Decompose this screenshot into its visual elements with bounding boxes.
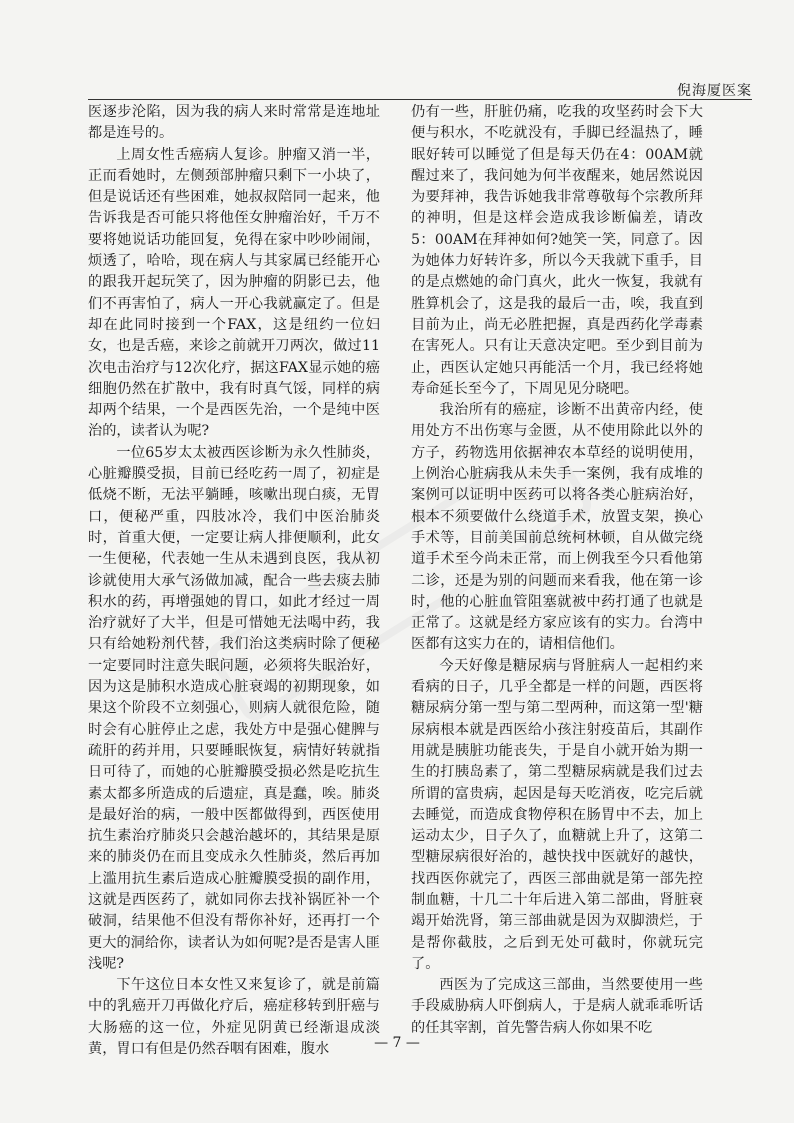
paragraph: 今天好像是糖尿病与肾脏病人一起相约来看病的日子，几乎全都是一样的问题，西医将糖尿病分第一型与第二型两种，而这第一型'糖尿病根本就是西医给小孩注射疫苗后，其副作用就是胰脏功能丧失，于是自小就开始为期一生的打胰岛素了，第二型糖尿病就是我们过去所谓的富贵病，起因是每天吃消夜，吃完后就去睡觉，而造成食物停积在肠胃中不去，加上运动太少，日子久了，血糖就上升了，这第二型糖尿病很好治的，越快找中医就好的越快，找西医你就完了，西医三部曲就是第一部先控制血糖，十几二十年后进入第二部曲，肾脏衰竭开始洗肾，第三部曲就是因为双脚溃烂，于是帮你截肢，之后到无处可截时，你就玩完了。 bbox=[411, 657, 703, 972]
paragraph: 上周女性舌癌病人复诊。肿瘤又消一半，正而看她时，左侧颈部肿瘤只剩下一小块了，但是说话还有些困难，她叔叔陪同一起来，他告诉我是否可能只将他侄女肿瘤治好，千万不要将她说话功能回复，免得在家中吵吵闹闹，烦透了，哈哈，现在病人与其家属已经能开心的跟我开起玩笑了，因为肿瘤的阴影已去，他们不再害怕了，病人一开心我就赢定了。但是却在此同时接到一个FAX，这是纽约一位妇女，也是舌癌，来诊之前就开刀两次，做过11次电击治疗与12次化疗，据这FAX显示她的癌细胞仍然在扩散中，我有时真气馁，同样的病却两个结果，一个是西医先治，一个是纯中医治的，读者认为呢? bbox=[88, 146, 380, 440]
paragraph: 我治所有的癌症，诊断不出黄帝内经，使用处方不出伤寒与金匮，从不使用除此以外的方子，药物选用依据神农本草经的说明使用，上例治心脏病我从未失手一案例，我有成堆的案例可以证明中医药可以将各类心脏病治好，根本不须要做什么绕道手术，放置支架，换心手术等，目前美国前总统柯林顿，自从做完绕道手术至今尚未正常，而上例我至今只看他第二诊，还是为别的问题而来看我，他在第一诊时，他的心脏血管阻塞就被中药打通了也就是正常了。这就是经方家应该有的实力。台湾中医都有这实力在的，请相信他们。 bbox=[411, 402, 703, 653]
left-column bbox=[88, 102, 380, 1058]
paragraph: 医逐步沦陷，因为我的病人来时常常是连地址都是连号的。 bbox=[88, 104, 380, 142]
running-header: 倪海厦医案 bbox=[677, 83, 752, 99]
right-column bbox=[411, 102, 703, 1038]
paragraph: 西医为了完成这三部曲，当然要使用一些手段威胁病人吓倒病人，于是病人就乖乖听话的任其宰割，首先警告病人你如果不吃 bbox=[411, 977, 703, 1036]
paragraph: 一位65岁太太被西医诊断为永久性肺炎，心脏瓣膜受损，目前已经吃药一周了，初症是低烧不断，无法平躺睡，咳嗽出现白痰，无胃口，便秘严重，四肢冰冷，我们中医治肺炎时，首重大便，一定要让病人排便顺利，此女一生便秘，代表她一生从未遇到良医，我从初诊就使用大承气汤做加减，配合一些去痰去肺积水的药，再增强她的胃口，如此才经过一周治疗就好了大半，但是可惜她无法喝中药，我只有给她粉剂代替，我们治这类病时除了便秘一定要同时注意失眠问题，必须将失眠治好，因为这是肺积水造成心脏衰竭的初期现象，如果这个阶段不立刻强心，则病人就很危险，随时会有心脏停止之虑，我处方中是强心健脾与疏肝的药并用，只要睡眠恢复，病情好转就指日可待了，而她的心脏瓣膜受损必然是吃抗生素太都多所造成的后遗症，真是蠢，唉。肺炎是最好治的病，一般中医都做得到，西医使用抗生素治疗肺炎只会越治越坏的，其结果是原来的肺炎仍在而且变成永久性肺炎，然后再加上滥用抗生素后造成心脏瓣膜受损的副作用，这就是西医药了，就如同你去找补锅匠补一个破洞，结果他不但没有帮你补好，还再打一个更大的洞给你，读者认为如何呢?是否是害人匪浅呢? bbox=[88, 444, 380, 972]
paragraph: 下午这位日本女性又来复诊了，就是前篇中的乳癌开刀再做化疗后，癌症移转到肝癌与大肠癌的这一位，外症见阴黄已经渐退成淡黄，胃口有但是仍然吞咽有困难，腹水 bbox=[88, 977, 380, 1058]
header-rule bbox=[88, 99, 752, 100]
paragraph: 仍有一些，肝脏仍痛，吃我的攻坚药时会下大便与积水，不吃就没有，手脚已经温热了，睡眠好转可以睡觉了但是每天仍在4：00AM就醒过来了，我问她为何半夜醒来，她居然说因为要拜神，我告诉她我非常尊敬每个宗教所拜的神明，但是这样会造成我诊断偏差，请改5：00AM在拜神如何?她笑一笑，同意了。因为她体力好转许多，所以今天我就下重手，目的是点燃她的命门真火，此火一恢复，我就有胜算机会了，这是我的最后一击，唉，我直到目前为止，尚无必胜把握，真是西药化学毒素在害死人。只有让天意决定吧。至少到目前为止，西医认定她只再能活一个月，我已经将她寿命延长至今了，下周见见分晓吧。 bbox=[411, 104, 703, 397]
page-number: — 7 — bbox=[374, 1035, 420, 1051]
